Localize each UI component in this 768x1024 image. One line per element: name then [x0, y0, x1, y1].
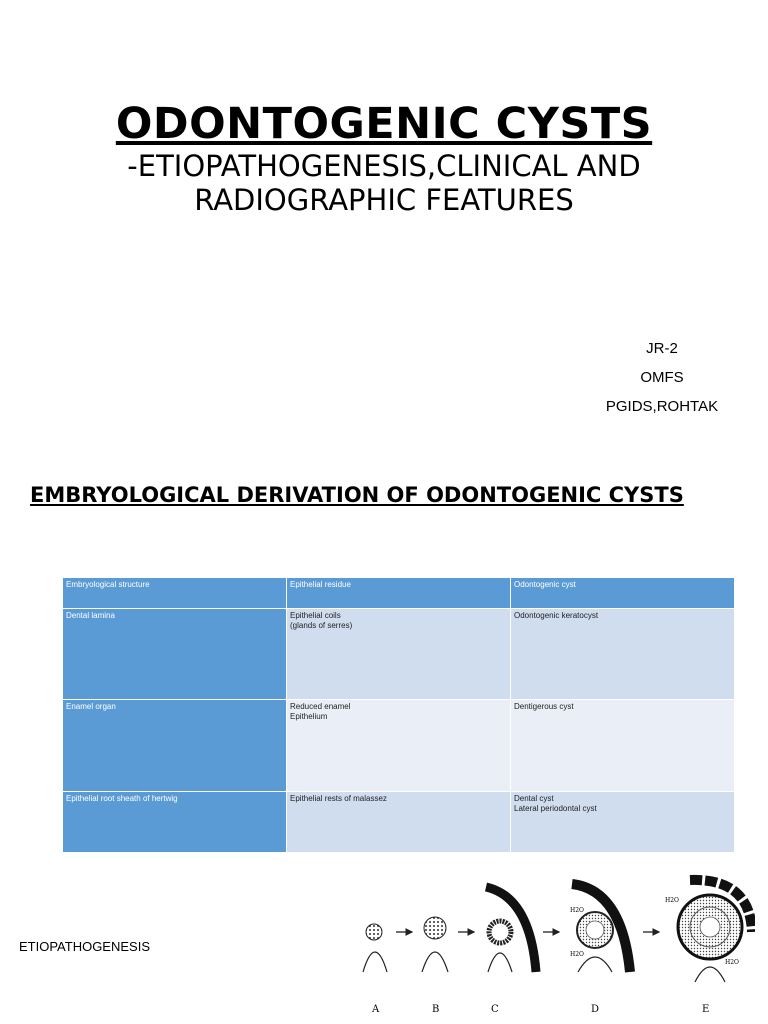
fluid-label: H2O — [665, 897, 679, 904]
stage-a-figure — [363, 924, 387, 972]
table-row — [63, 609, 735, 700]
stage-label: D — [591, 1004, 600, 1015]
subtitle-line-1: -ETIOPATHOGENESIS,CLINICAL AND — [127, 149, 641, 183]
fluid-label: H2O — [570, 907, 584, 914]
table-row — [63, 792, 735, 853]
table-row — [63, 700, 735, 792]
embryology-title: EMBRYOLOGICAL DERIVATION OF ODONTOGENIC CYSTS — [30, 483, 684, 507]
header-cell: Epithelial residue — [287, 578, 511, 609]
stage-d-figure — [570, 884, 630, 972]
table-cell: Enamel organ — [63, 700, 287, 792]
table-cell: Reduced enamel Epithelium — [287, 700, 511, 792]
table-cell: Epithelial root sheath of hertwig — [63, 792, 287, 853]
table-header-row — [63, 578, 735, 609]
author-line-3: PGIDS,ROHTAK — [605, 398, 719, 415]
etiopathogenesis-label: ETIOPATHOGENESIS — [19, 939, 150, 954]
stage-e-figure — [665, 880, 752, 982]
slide-title: ODONTOGENIC CYSTS — [115, 99, 653, 149]
table-cell: Dentigerous cyst — [511, 700, 735, 792]
stage-label: C — [491, 1004, 499, 1015]
fluid-label: H2O — [570, 951, 584, 958]
fluid-label: H2O — [725, 959, 739, 966]
author-line-2: OMFS — [640, 369, 684, 386]
author-line-1: JR-2 — [646, 340, 678, 357]
embryology-table — [62, 577, 735, 853]
subtitle-line-2: RADIOGRAPHIC FEATURES — [194, 183, 574, 217]
stage-c-figure — [486, 887, 536, 972]
table-cell: Epithelial rests of malassez — [287, 792, 511, 853]
stage-b-figure — [422, 917, 448, 972]
table-cell: Dental cyst Lateral periodontal cyst — [511, 792, 735, 853]
cyst-formation-diagram — [360, 872, 755, 1022]
slide-subtitle — [0, 149, 768, 217]
table-cell: Epithelial coils (glands of serres) — [287, 609, 511, 700]
stage-label: B — [432, 1004, 440, 1015]
header-cell: Odontogenic cyst — [511, 578, 735, 609]
table-cell: Odontogenic keratocyst — [511, 609, 735, 700]
stage-label: E — [702, 1004, 710, 1015]
header-cell: Embryological structure — [63, 578, 287, 609]
stage-label: A — [372, 1004, 380, 1015]
table-cell: Dental lamina — [63, 609, 287, 700]
